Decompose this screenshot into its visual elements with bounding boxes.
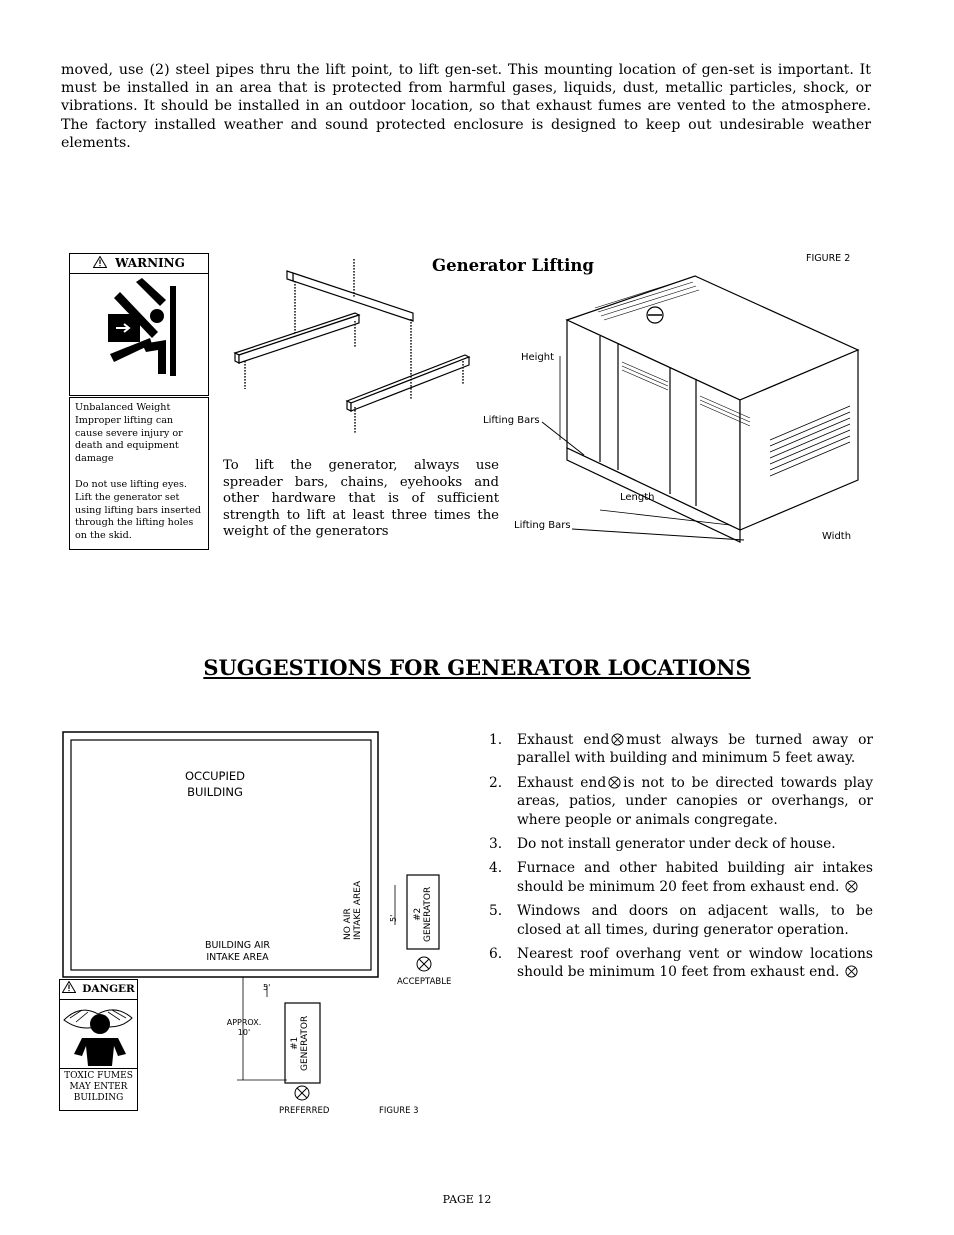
list-item — [489, 859, 873, 896]
exhaust-end-icon — [611, 733, 624, 746]
lifting-title: Generator Lifting — [432, 256, 594, 275]
danger-text — [60, 1068, 137, 1104]
rule-text: Nearest roof overhang vent or window locations should be minimum 10 feet from exhaust end. — [517, 946, 873, 981]
gen1-label-1: #1 — [290, 1036, 300, 1051]
occupied-building-label — [165, 768, 265, 800]
distance-5ft-front: 5' — [263, 983, 271, 992]
warning-box — [69, 253, 209, 396]
page-number: PAGE 12 — [442, 1193, 492, 1206]
rule-text: Exhaust end — [517, 732, 610, 748]
figure-2-label: FIGURE 2 — [806, 253, 851, 264]
spreader-bars-drawing — [225, 255, 485, 440]
generator-enclosure-drawing — [480, 270, 880, 555]
danger-triangle-icon — [62, 981, 76, 993]
label-width: Width — [822, 531, 852, 542]
exhaust-end-icon — [845, 965, 858, 978]
list-item — [489, 774, 873, 829]
building-air-label-2: INTAKE AREA — [206, 952, 269, 963]
warning-text — [69, 397, 209, 550]
section-heading: SUGGESTIONS FOR GENERATOR LOCATIONS — [203, 655, 751, 680]
rule-number: 1. — [489, 732, 503, 748]
rule-text: Do not install generator under deck of house. — [517, 836, 836, 853]
rule-number: 2. — [489, 774, 503, 791]
distance-5ft-side: 5' — [389, 914, 398, 922]
warning-header — [70, 254, 208, 274]
danger-header-label: DANGER — [82, 983, 135, 995]
label-height: Height — [521, 352, 555, 363]
danger-text-3: BUILDING — [73, 1093, 124, 1103]
list-item — [489, 902, 873, 939]
rule-text: Furnace and other habited building air intakes should be minimum 20 feet from exhaust end. — [517, 860, 873, 895]
intro-paragraph: moved, use (2) steel pipes thru the lift point, to lift gen-set. This mounting location of gen-set is important. It must be installed in an area that is protected from harmful gases, liquids, dust, metallic particles, shock, or vibrations. It should be installed in an outdoor location, so that exhaust fumes are vented to the atmosphere. The factory installed weather and sound protected enclosure is designed to keep out undesirable weather elements. — [61, 62, 871, 151]
generator-1-label — [290, 1016, 310, 1071]
approx-10ft-label — [224, 1018, 264, 1038]
list-item — [489, 835, 873, 853]
danger-text-2: MAY ENTER — [69, 1082, 128, 1092]
rule-number: 4. — [489, 860, 503, 877]
no-air-intake-label — [343, 881, 363, 940]
rule-number: 3. — [489, 836, 503, 853]
generator-2-label — [413, 887, 433, 942]
approx-label-2: 10' — [237, 1028, 251, 1037]
warning-text-1: Unbalanced Weight Improper lifting can cause severe injury or death and equipment damage — [75, 402, 183, 465]
gen1-label-2: GENERATOR — [300, 1015, 310, 1071]
preferred-label: PREFERRED — [279, 1106, 330, 1116]
label-length: Length — [620, 492, 655, 503]
rule-text-post: is not to be directed towards play areas, patios, under canopies or overhangs, or where people or animals congregate. — [517, 774, 873, 828]
approx-label-1: APPROX. — [226, 1018, 262, 1027]
danger-box — [59, 979, 138, 1111]
rule-text: Exhaust end — [517, 774, 607, 791]
list-item — [489, 945, 873, 982]
building-air-label-1: BUILDING AIR — [204, 940, 271, 951]
occupied-label-1: OCCUPIED — [185, 769, 245, 783]
figure-3-label: FIGURE 3 — [379, 1106, 419, 1116]
gen2-label-1: #2 — [413, 907, 423, 922]
danger-header — [60, 980, 137, 1000]
label-lifting-bars-2: Lifting Bars — [514, 520, 571, 531]
lifting-instructions: To lift the generator, always use spreader bars, chains, eyehooks and other hardware that is of sufficient strength to lift at least three times the weight of the generators — [223, 458, 499, 540]
rule-text: Windows and doors on adjacent walls, to be closed at all times, during generator operation. — [517, 903, 873, 938]
toxic-fumes-icon — [60, 1000, 136, 1066]
warning-text-2: Do not use lifting eyes. Lift the generator set using lifting bars inserted through the lifting holes on the skid. — [75, 478, 202, 542]
rule-number: 5. — [489, 903, 503, 920]
gen2-label-2: GENERATOR — [423, 886, 433, 942]
rule-text-post: must always be turned away or parallel with building and minimum 5 feet away. — [517, 732, 873, 767]
label-lifting-bars-1: Lifting Bars — [483, 415, 540, 426]
no-air-label-1: NO AIR — [343, 908, 353, 940]
acceptable-label: ACCEPTABLE — [397, 977, 452, 987]
danger-text-1: TOXIC FUMES — [64, 1071, 133, 1081]
warning-header-label: WARNING — [115, 256, 185, 270]
exhaust-end-icon — [608, 776, 621, 789]
rule-number: 6. — [489, 946, 503, 963]
exhaust-end-icon — [845, 880, 858, 893]
no-air-label-2: INTAKE AREA — [353, 880, 363, 940]
occupied-label-2: BUILDING — [187, 785, 243, 799]
location-rules-list — [489, 731, 873, 988]
building-air-intake-label — [185, 940, 290, 964]
list-item — [489, 731, 873, 768]
warning-triangle-icon — [93, 256, 107, 268]
crush-hazard-icon — [70, 274, 207, 396]
